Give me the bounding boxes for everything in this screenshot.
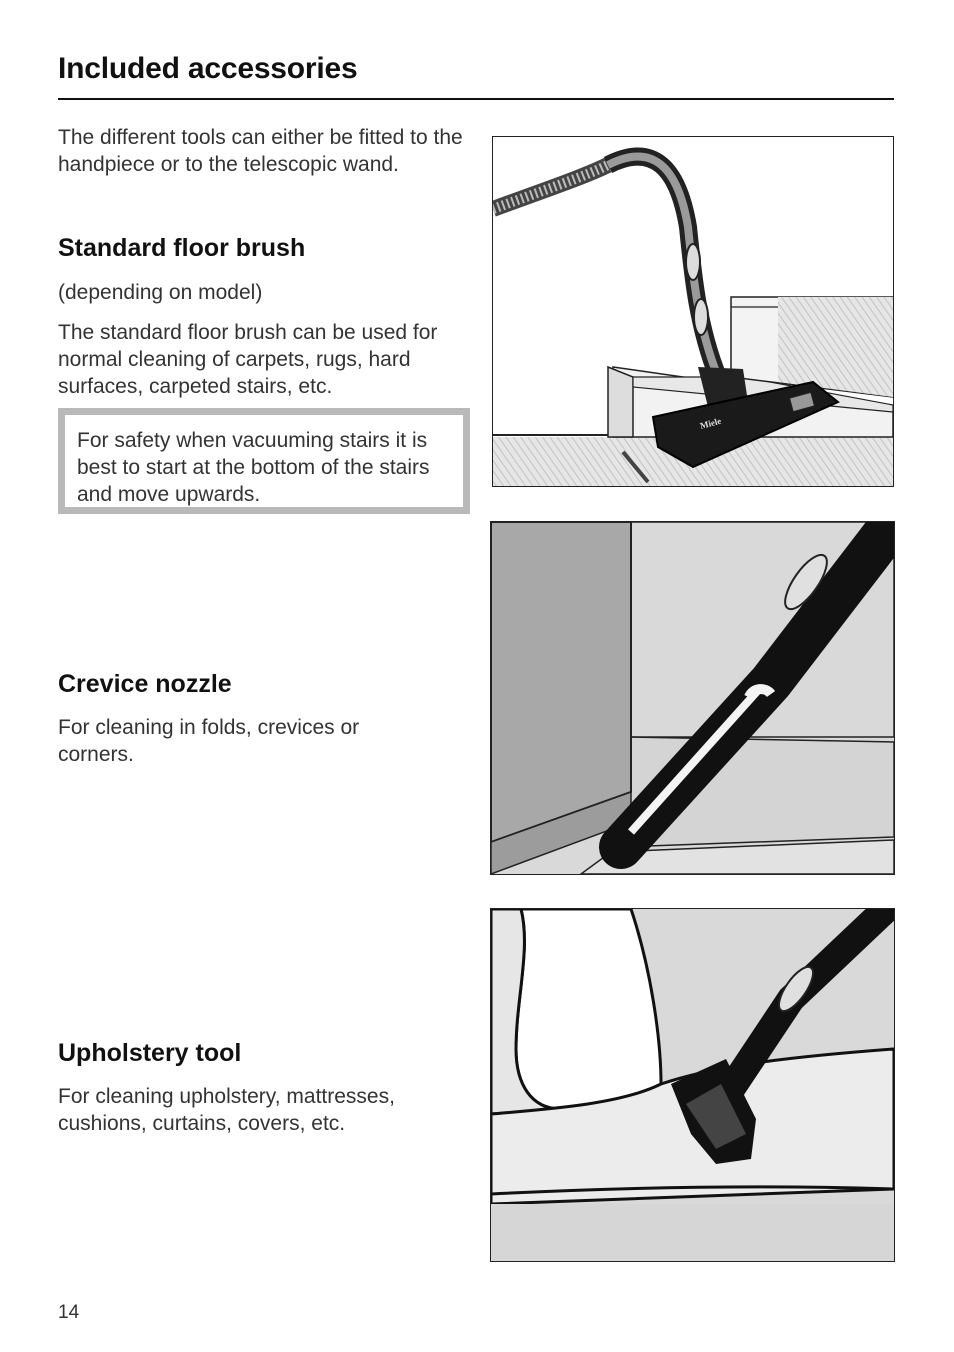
section-body-upholstery-tool: For cleaning upholstery, mattresses, cushions, curtains, covers, etc.: [58, 1085, 395, 1135]
floor-brush-illustration: [492, 136, 894, 487]
section-body-crevice-nozzle: For cleaning in folds, crevices or corners.: [58, 716, 360, 766]
crevice-nozzle-illustration: [490, 521, 895, 875]
brush-brand-label: Miele: [698, 415, 723, 431]
page-title: Included accessories: [58, 52, 358, 85]
title-rule: [58, 98, 894, 100]
safety-note-box: [58, 408, 470, 514]
page-number: 14: [58, 1302, 80, 1323]
section-title-floor-brush: Standard floor brush: [58, 234, 306, 262]
safety-note-text: For safety when vacuuming stairs it is best to start at the bottom of the stairs and move upwards.: [77, 429, 430, 506]
section-title-crevice-nozzle: Crevice nozzle: [58, 670, 232, 698]
section-body-floor-brush: The standard floor brush can be used for normal cleaning of carpets, rugs, hard surfaces, carpeted stairs, etc.: [58, 321, 438, 398]
intro-text: The different tools can either be fitted to the handpiece or to the telescopic wand.: [58, 126, 463, 176]
section-title-upholstery-tool: Upholstery tool: [58, 1039, 242, 1067]
upholstery-tool-illustration: [490, 908, 895, 1262]
section-subtitle-floor-brush: (depending on model): [58, 281, 263, 304]
